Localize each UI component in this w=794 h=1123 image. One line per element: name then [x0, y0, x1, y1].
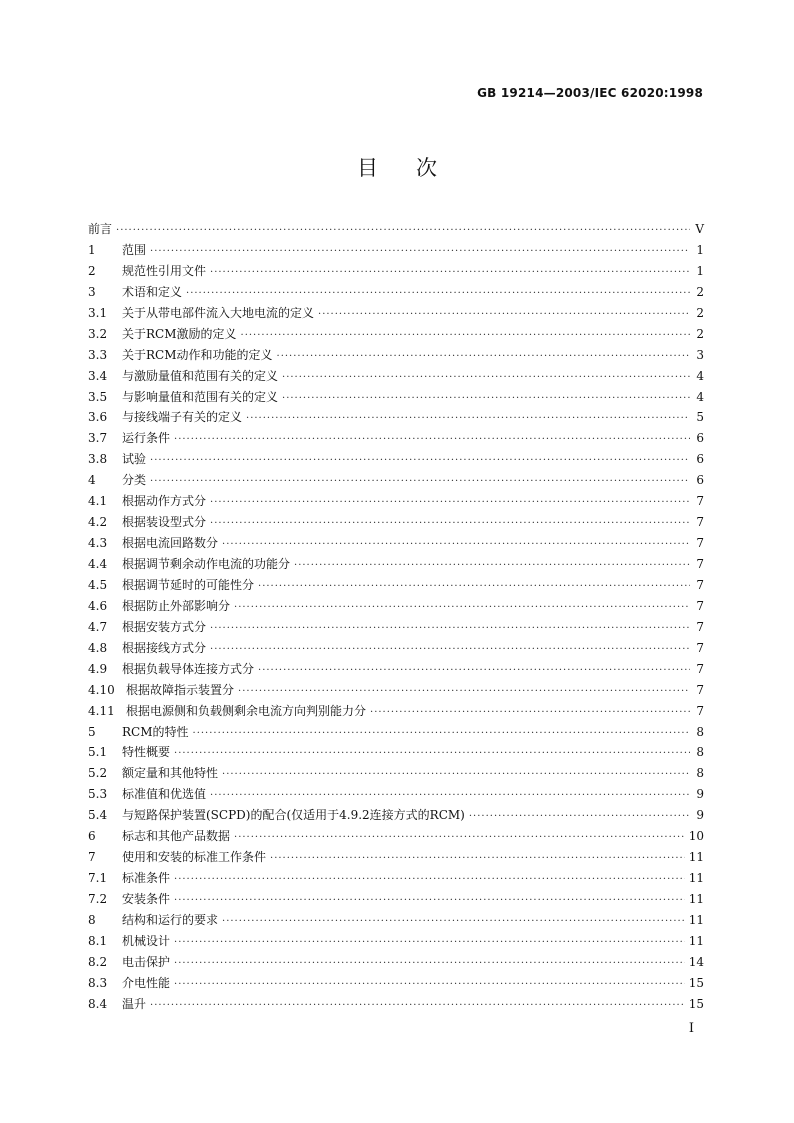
toc-entry-label	[88, 931, 170, 952]
standard-code-header: GB 19214—2003/IEC 62020:1998	[477, 86, 703, 100]
toc-entry[interactable]	[88, 868, 704, 889]
toc-entry-label	[88, 638, 206, 659]
toc-entry[interactable]	[88, 261, 704, 282]
toc-entry-page: 11	[688, 933, 704, 948]
toc-entry-page: 3	[696, 347, 704, 362]
toc-entry-page: 11	[688, 892, 704, 906]
toc-entry-page: 4	[696, 368, 704, 383]
toc-entry-number: 8.1	[88, 933, 108, 948]
toc-dot-leader	[210, 514, 690, 535]
toc-dot-leader	[238, 682, 690, 703]
toc-entry-label	[88, 554, 290, 575]
toc-entry-page: 9	[696, 787, 704, 802]
toc-entry-label	[88, 240, 146, 261]
toc-dot-leader	[210, 786, 690, 807]
toc-dot-leader	[210, 263, 690, 284]
toc-entry[interactable]	[88, 952, 704, 973]
toc-entry-number: 8	[88, 912, 96, 927]
toc-entry-label	[88, 428, 170, 449]
toc-entry-title: 根据调节延时的可能性分	[122, 577, 255, 592]
toc-entry-number: 3	[88, 284, 96, 299]
toc-entry-label	[88, 742, 170, 763]
toc-dot-leader	[222, 912, 685, 933]
toc-entry-page: 11	[688, 912, 704, 927]
toc-entry-number: 4.4	[88, 557, 108, 571]
toc-dot-leader	[186, 284, 690, 305]
toc-dot-leader	[150, 472, 690, 493]
toc-entry-number: 8.3	[88, 975, 108, 990]
toc-entry-title: 关于RCM激励的定义	[122, 326, 237, 341]
toc-dot-leader	[116, 221, 690, 242]
toc-entry[interactable]	[88, 282, 704, 303]
toc-entry-label	[88, 575, 254, 596]
toc-entry-page: 7	[696, 515, 704, 530]
toc-entry-label	[88, 387, 278, 408]
toc-entry[interactable]	[88, 994, 704, 1015]
toc-entry-page: 7	[696, 557, 704, 571]
toc-entry-label	[88, 282, 182, 303]
toc-entry-title: 范围	[122, 242, 147, 257]
toc-entry-label	[88, 533, 218, 554]
toc-entry[interactable]	[88, 805, 704, 826]
toc-entry-title: 根据调节剩余动作电流的功能分	[122, 557, 291, 571]
toc-entry-label	[88, 659, 254, 680]
toc-entry-page: 4	[696, 389, 704, 404]
toc-entry-number: 3.2	[88, 326, 108, 341]
toc-entry-page: 7	[696, 577, 704, 592]
toc-entry-number: 4.6	[88, 598, 108, 613]
toc-entry-title: 分类	[122, 473, 147, 488]
toc-entry-page: 5	[696, 410, 704, 425]
toc-entry-label	[88, 994, 146, 1015]
toc-entry-label	[88, 324, 237, 345]
toc-entry-title: 特性概要	[122, 745, 171, 760]
toc-dot-leader	[241, 326, 690, 347]
toc-entry-label	[88, 470, 146, 491]
toc-dot-leader	[282, 368, 690, 389]
toc-entry-label	[88, 617, 206, 638]
toc-dot-leader	[222, 765, 690, 786]
toc-entry-label	[88, 701, 366, 722]
toc-entry-page: 8	[696, 766, 704, 781]
toc-entry-title: 根据装设型式分	[122, 515, 207, 530]
toc-dot-leader	[174, 975, 685, 996]
toc-entry-page: 15	[688, 975, 704, 990]
toc-dot-leader	[210, 619, 690, 640]
toc-entry-page: 6	[696, 452, 704, 467]
toc-entry-label	[88, 722, 189, 743]
toc-entry-page: 7	[696, 661, 704, 676]
toc-entry[interactable]	[88, 973, 704, 994]
toc-entry-page: 7	[696, 703, 704, 718]
toc-entry-number: 3.7	[88, 431, 108, 446]
toc-entry-number: 3.3	[88, 347, 108, 362]
toc-entry[interactable]	[88, 533, 704, 554]
toc-entry-number: 8.4	[88, 996, 108, 1011]
toc-dot-leader	[246, 409, 690, 430]
toc-entry[interactable]	[88, 345, 704, 366]
toc-entry-number: 6	[88, 829, 96, 844]
toc-entry-title: 运行条件	[122, 431, 171, 446]
toc-entry-label	[88, 219, 112, 240]
toc-entry-title: 术语和定义	[122, 284, 183, 299]
toc-entry-title: 根据动作方式分	[122, 494, 207, 509]
toc-entry-label	[88, 596, 230, 617]
toc-entry-number: 7	[88, 850, 96, 865]
toc-dot-leader	[150, 451, 690, 472]
toc-dot-leader	[174, 870, 685, 891]
toc-dot-leader	[174, 744, 690, 765]
toc-dot-leader	[277, 347, 690, 368]
toc-entry-page: 9	[696, 808, 704, 823]
toc-entry-title: 结构和运行的要求	[122, 912, 219, 927]
toc-entry-label	[88, 763, 218, 784]
toc-entry[interactable]	[88, 512, 704, 533]
toc-entry-page: 6	[696, 473, 704, 488]
toc-entry-label	[88, 407, 242, 428]
toc-entry-label	[88, 826, 230, 847]
toc-entry[interactable]	[88, 847, 704, 868]
toc-entry-title: 根据防止外部影响分	[122, 598, 231, 613]
toc-entry[interactable]	[88, 219, 704, 240]
toc-dot-leader	[150, 996, 685, 1017]
toc-entry-label	[88, 910, 218, 931]
toc-entry-page: 7	[696, 494, 704, 509]
toc-dot-leader	[270, 849, 685, 870]
toc-dot-leader	[174, 891, 685, 912]
toc-entry-page: 7	[696, 536, 704, 551]
toc-entry-page: 7	[696, 598, 704, 613]
toc-dot-leader	[150, 242, 690, 263]
toc-entry-number: 4.1	[88, 494, 108, 509]
toc-entry-title: 标准条件	[122, 871, 171, 886]
toc-entry[interactable]	[88, 449, 704, 470]
toc-entry-label	[88, 303, 314, 324]
toc-entry[interactable]	[88, 240, 704, 261]
toc-entry-number: 4	[88, 473, 96, 488]
toc-entry-title: 电击保护	[122, 954, 171, 969]
toc-entry-label	[88, 261, 206, 282]
toc-entry-title: 根据负载导体连接方式分	[122, 661, 255, 676]
page-number: I	[688, 1021, 694, 1036]
toc-entry-title: 与接线端子有关的定义	[122, 410, 243, 425]
toc-entry[interactable]	[88, 366, 704, 387]
toc-entry[interactable]	[88, 659, 704, 680]
toc-entry[interactable]	[88, 763, 704, 784]
toc-entry[interactable]	[88, 324, 704, 345]
toc-entry[interactable]	[88, 554, 704, 575]
toc-entry[interactable]	[88, 575, 704, 596]
toc-entry-label	[88, 449, 146, 470]
toc-entry-number: 3.1	[88, 305, 108, 320]
toc-entry[interactable]	[88, 596, 704, 617]
toc-entry-page: 8	[696, 724, 704, 739]
toc-dot-leader	[174, 933, 685, 954]
toc-entry-page: 11	[688, 850, 704, 865]
toc-dot-leader	[258, 577, 690, 598]
toc-entry-page: 11	[688, 871, 704, 886]
toc-entry-number: 4.2	[88, 515, 108, 530]
toc-entry-title: 标志和其他产品数据	[122, 829, 231, 844]
toc-entry-label	[88, 973, 170, 994]
toc-dot-leader	[294, 556, 690, 577]
toc-entry-page: 2	[696, 284, 704, 299]
toc-entry-page: 1	[696, 263, 704, 278]
toc-dot-leader	[174, 954, 685, 975]
toc-entry-label	[88, 889, 170, 910]
toc-dot-leader	[258, 661, 690, 682]
toc-entry-number: 4.9	[88, 661, 108, 676]
toc-entry-title: 温升	[122, 996, 147, 1011]
toc-entry-number: 4.11	[88, 703, 115, 718]
toc-entry-title: 机械设计	[122, 933, 171, 948]
toc-entry-label	[88, 868, 170, 889]
toc-entry-number: 8.2	[88, 954, 108, 969]
toc-entry-number: 4.3	[88, 536, 108, 551]
toc-entry[interactable]	[88, 638, 704, 659]
toc-dot-leader	[282, 389, 690, 410]
toc-entry-page: 14	[688, 954, 704, 969]
toc-entry-label	[88, 847, 266, 868]
toc-dot-leader	[210, 640, 690, 661]
toc-dot-leader	[222, 535, 690, 556]
toc-dot-leader	[234, 828, 685, 849]
toc-entry-number: 5.3	[88, 787, 108, 802]
toc-dot-leader	[318, 305, 690, 326]
toc-entry-label	[88, 680, 234, 701]
toc-dot-leader	[210, 493, 690, 514]
toc-entry-title: RCM的特性	[122, 724, 189, 739]
toc-entry-title: 与激励量值和范围有关的定义	[122, 368, 279, 383]
toc-entry-number: 5.4	[88, 808, 108, 823]
toc-entry-number: 5.2	[88, 766, 108, 781]
toc-entry[interactable]	[88, 722, 704, 743]
toc-entry-label	[88, 784, 206, 805]
toc-entry-title: 根据电流回路数分	[122, 536, 219, 551]
toc-entry-number: 2	[88, 263, 96, 278]
toc-entry-label	[88, 345, 273, 366]
toc-entry-number: 7.2	[88, 892, 108, 906]
page-title: 目次	[357, 156, 475, 180]
toc-dot-leader	[370, 703, 690, 724]
toc-entry-number: 7.1	[88, 871, 108, 886]
toc-entry-page: 8	[696, 745, 704, 760]
toc-entry[interactable]	[88, 470, 704, 491]
toc-dot-leader	[234, 598, 690, 619]
toc-entry-page: V	[695, 222, 704, 236]
toc-entry-number: 4.5	[88, 577, 108, 592]
toc-dot-leader	[193, 724, 690, 745]
toc-entry-page: 7	[696, 640, 704, 655]
toc-entry-title: 根据接线方式分	[122, 640, 207, 655]
toc-entry[interactable]	[88, 910, 704, 931]
toc-entry-number: 4.7	[88, 619, 108, 634]
toc-entry-title: 关于RCM动作和功能的定义	[122, 347, 273, 362]
toc-entry-page: 10	[688, 829, 704, 844]
toc-entry-label	[88, 491, 206, 512]
toc-entry[interactable]	[88, 680, 704, 701]
toc-entry[interactable]	[88, 826, 704, 847]
toc-entry-label	[88, 805, 465, 826]
toc-entry-page: 15	[688, 996, 704, 1011]
toc-entry-number: 4.8	[88, 640, 108, 655]
toc-entry-title: 前言	[88, 222, 113, 236]
toc-entry[interactable]	[88, 303, 704, 324]
toc-entry[interactable]	[88, 491, 704, 512]
toc-entry-number: 3.5	[88, 389, 108, 404]
toc-dot-leader	[174, 430, 690, 451]
toc-entry-number: 1	[88, 242, 96, 257]
toc-entry-label	[88, 512, 206, 533]
toc-entry-page: 6	[696, 431, 704, 446]
toc-entry-label	[88, 952, 170, 973]
toc-entry[interactable]	[88, 784, 704, 805]
toc-entry-number: 5.1	[88, 745, 108, 760]
toc-entry[interactable]	[88, 617, 704, 638]
toc-entry-title: 试验	[122, 452, 147, 467]
toc-entry-title: 与短路保护装置(SCPD)的配合(仅适用于4.9.2连接方式的RCM)	[122, 808, 465, 823]
toc-entry-title: 根据故障指示装置分	[126, 682, 235, 697]
toc-entry-title: 根据安装方式分	[122, 619, 207, 634]
toc-entry[interactable]	[88, 407, 704, 428]
toc-entry-number: 5	[88, 724, 96, 739]
toc-entry-title: 根据电源侧和负载侧剩余电流方向判别能力分	[126, 703, 367, 718]
toc-entry-page: 7	[696, 682, 704, 697]
toc-entry-title: 与影响量值和范围有关的定义	[122, 389, 279, 404]
toc-entry[interactable]	[88, 931, 704, 952]
toc-entry[interactable]	[88, 387, 704, 408]
toc-entry-title: 安装条件	[122, 892, 171, 906]
table-of-contents	[88, 219, 704, 1015]
toc-entry-page: 7	[696, 619, 704, 634]
toc-entry-page: 2	[696, 305, 704, 320]
toc-dot-leader	[469, 807, 690, 828]
toc-entry-number: 3.4	[88, 368, 108, 383]
toc-entry[interactable]	[88, 428, 704, 449]
toc-entry[interactable]	[88, 889, 704, 910]
toc-entry-title: 使用和安装的标准工作条件	[122, 850, 267, 865]
toc-entry-label	[88, 366, 278, 387]
toc-entry[interactable]	[88, 742, 704, 763]
toc-entry-title: 介电性能	[122, 975, 171, 990]
toc-entry-title: 关于从带电部件流入大地电流的定义	[122, 305, 315, 320]
toc-entry-number: 4.10	[88, 682, 115, 697]
toc-entry-title: 规范性引用文件	[122, 263, 207, 278]
toc-entry-title: 额定量和其他特性	[122, 766, 219, 781]
toc-entry-page: 1	[696, 242, 704, 257]
toc-entry-number: 3.8	[88, 452, 108, 467]
toc-entry-page: 2	[696, 326, 704, 341]
toc-entry-number: 3.6	[88, 410, 108, 425]
toc-entry[interactable]	[88, 701, 704, 722]
toc-entry-title: 标准值和优选值	[122, 787, 207, 802]
